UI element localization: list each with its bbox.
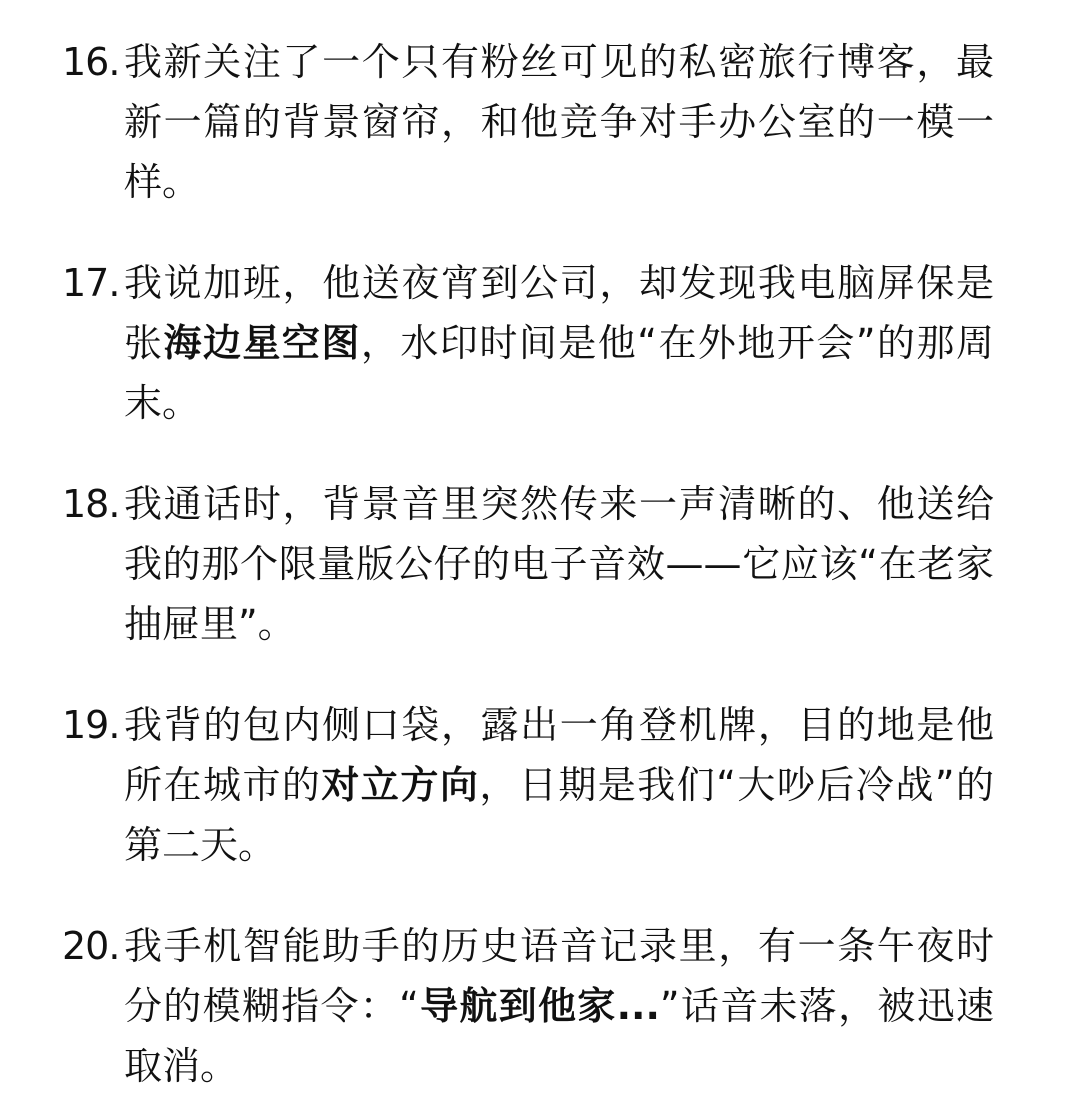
item-number: 17.: [62, 261, 120, 305]
item-text: [124, 916, 994, 1096]
item-number: 16.: [62, 40, 120, 84]
item-number: 19.: [62, 703, 120, 747]
item-text: [124, 474, 994, 654]
item-text-part: 我背的包内侧口袋，露出一角登机牌，目的地是他所在城市的: [124, 703, 994, 807]
list-item-19: [62, 695, 1008, 875]
item-text: [124, 32, 994, 212]
item-text: [124, 695, 994, 875]
item-text: [124, 253, 994, 433]
item-text-part: 我新关注了一个只有粉丝可见的私密旅行博客，最新一篇的背景窗帘，和他竞争对手办公室的一模一样。: [124, 40, 994, 204]
item-text-part: 我说加班，他送夜宵到公司，却发现我电脑屏保是张: [124, 261, 994, 365]
list-item-17: [62, 253, 1008, 433]
item-text-part: ，水印时间是他“在外地开会”的那周末。: [124, 321, 994, 425]
list-item-16: [62, 32, 1008, 212]
list-item-18: [62, 474, 1008, 654]
list-item-20: [62, 916, 1008, 1096]
item-text-bold: 海边星空图: [163, 321, 361, 365]
item-number: 18.: [62, 482, 120, 526]
item-number: 20.: [62, 924, 120, 968]
item-text-part: 我通话时，背景音里突然传来一声清晰的、他送给我的那个限量版公仔的电子音效——它应该“在老家抽屉里”。: [124, 482, 994, 646]
item-text-bold: 导航到他家...: [418, 984, 660, 1028]
item-text-part: ”话音未落，被迅速取消。: [124, 984, 995, 1088]
item-text-bold: 对立方向: [321, 763, 480, 807]
item-text-part: 我手机智能助手的历史语音记录里，有一条午夜时分的模糊指令：“: [124, 924, 994, 1028]
item-text-part: ，日期是我们“大吵后冷战”的第二天。: [124, 763, 994, 867]
